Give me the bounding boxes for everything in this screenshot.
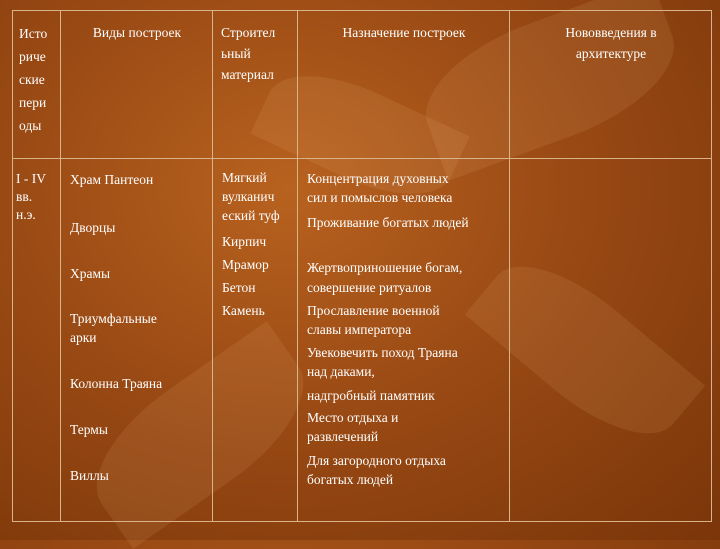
building-purpose: Концентрация духовных сил и помыслов человека (307, 171, 453, 205)
header-innovations: Нововведения в архитектуре (565, 25, 657, 61)
table-border (60, 10, 61, 522)
building-purpose: Для загородного отдыха богатых людей (307, 453, 446, 487)
architecture-table (12, 10, 712, 522)
header-period: Исто риче ские пери оды (19, 26, 48, 133)
building-purpose: Проживание богатых людей (307, 215, 469, 230)
header-types: Виды построек (92, 25, 182, 40)
building-type: Виллы (70, 468, 109, 483)
row-period: I - IV вв. н.э. (16, 171, 46, 222)
table-border (509, 10, 510, 522)
building-purpose: Жертвоприношение богам, совершение ритуалов (307, 260, 463, 295)
header-material: Строител ьный материал (221, 25, 276, 82)
building-material: Камень (222, 303, 265, 318)
building-type: Колонна Траяна (70, 376, 163, 391)
table-border (12, 10, 712, 11)
table-border (297, 10, 298, 522)
building-type: Термы (70, 422, 108, 437)
building-type: Дворцы (70, 220, 116, 235)
building-material: Кирпич (222, 234, 267, 249)
building-purpose: Увековечить поход Траяна над даками, (307, 345, 458, 379)
building-purpose: Прославление военной славы императора (307, 303, 440, 337)
building-type: Храм Пантеон (70, 172, 154, 187)
table-border (12, 10, 13, 522)
table-border (12, 158, 712, 159)
building-purpose: надгробный памятник (307, 388, 435, 403)
building-type: Триумфальные арки (70, 311, 157, 345)
table-border (12, 521, 712, 522)
header-purpose: Назначение построек (342, 25, 466, 40)
building-purpose: Место отдыха и развлечений (307, 410, 399, 444)
building-material: Мягкий вулканич еский туф (222, 170, 280, 223)
building-material: Мрамор (222, 257, 269, 272)
building-type: Храмы (70, 266, 111, 281)
building-material: Бетон (222, 280, 256, 295)
table-border (212, 10, 213, 522)
table-border (711, 10, 712, 522)
